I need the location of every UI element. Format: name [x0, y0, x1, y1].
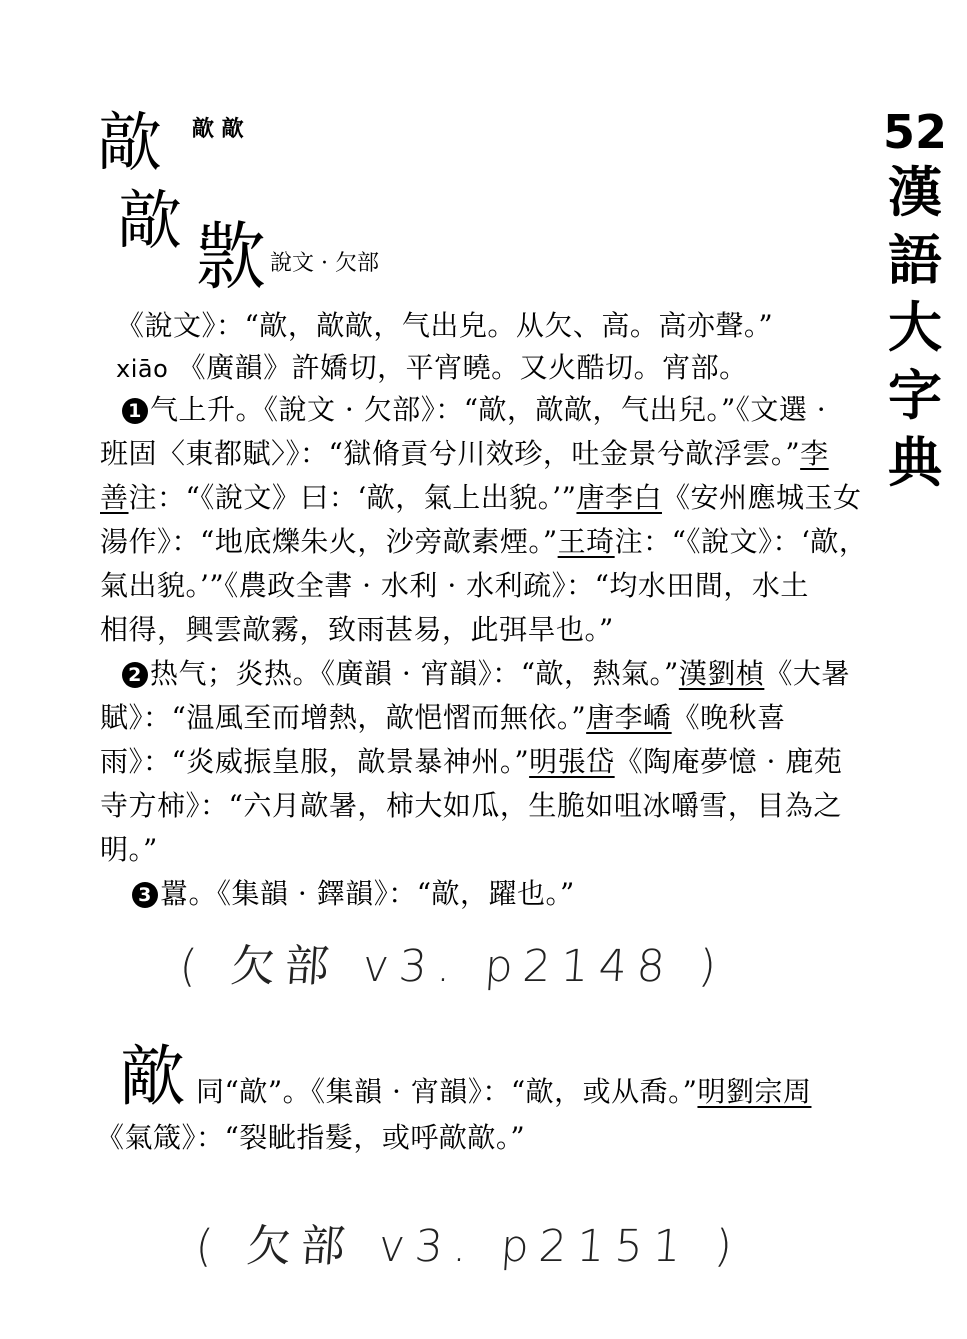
headword-variants: 歊 歊 — [192, 116, 244, 142]
entry-line-pronunciation — [116, 351, 748, 384]
sense-2-text: 《大暑 — [764, 657, 850, 690]
person-name: 明張岱 — [529, 745, 615, 778]
person-name: 唐李白 — [576, 481, 662, 514]
volume-number: 52 — [882, 105, 947, 159]
sense-1-text: 注：“《說文》：‘歊， — [614, 525, 868, 558]
headword-seal-left: 歊 — [118, 185, 182, 259]
dictionary-spine-title — [880, 105, 950, 497]
sense-1-line-1 — [122, 393, 827, 426]
spine-char-4: 字 — [888, 362, 942, 427]
handwritten-reference-2: ( 欠部 v3. p2151 ) — [193, 1221, 744, 1272]
pinyin: xiāo — [116, 355, 169, 383]
sense-2-line-2 — [100, 701, 786, 734]
person-name: 唐李嶠 — [586, 701, 672, 734]
headword-seal-script: 㱁 — [196, 213, 266, 301]
sense-2-line-3 — [100, 745, 843, 778]
sense-2-text: 賦》：“温風至而增熱，歊悒慴而無依。” — [100, 701, 587, 734]
sense-2-line-5: 明。” — [100, 833, 158, 866]
person-name: 王琦 — [557, 525, 615, 558]
sense-1-line-5: 氣出貌。’”《農政全書 · 水利 · 水利疏》：“均水田間，水土 — [100, 569, 809, 602]
person-name: 善 — [100, 481, 129, 514]
person-name: 漢劉楨 — [678, 657, 765, 690]
sense-2-line-1 — [122, 657, 850, 690]
sense-1-text: 班固〈東都賦〉》：“獄脩貢兮川效珍，吐金景兮歊浮雲。” — [100, 437, 801, 470]
sense-number-1: 1 — [122, 398, 148, 424]
sense-2-text: 《晚秋喜 — [671, 701, 786, 734]
sense-2-text: 《陶庵夢憶 · 鹿苑 — [614, 745, 843, 778]
person-name: 明劉宗周 — [697, 1075, 812, 1108]
sense-1-line-2 — [100, 437, 829, 470]
sense-2-line-4: 寺方柿》：“六月歊暑，柿大如瓜，生脆如咀冰嚼雪，目為之 — [100, 789, 842, 822]
entry-headword: 歊 — [98, 107, 162, 181]
entry-line-shuowen: 《說文》：“歊，歊歊，气出皃。从欠、高。高亦聲。” — [116, 309, 774, 342]
entry-2-text: 同“歊”。《集韻 · 宵韻》：“歊，或从喬。” — [196, 1075, 698, 1108]
sense-1-line-6: 相得，興雲歊霧，致雨甚易，此弭旱也。” — [100, 613, 614, 646]
spine-char-5: 典 — [888, 430, 942, 494]
sense-1-text: 注：“《說文》曰：‘歊，氣上出貌。’” — [128, 481, 577, 514]
entry-2-line-1 — [196, 1075, 812, 1108]
sense-1-text: 气上升。《說文 · 欠部》：“歊，歊歊，气出兒。”《文選 · — [150, 393, 827, 426]
fanqie: 《廣韻》許嬌切，平宵曉。又火酷切。宵部。 — [177, 351, 748, 384]
seal-source: 說文 · 欠部 — [270, 251, 379, 276]
sense-1-line-4 — [100, 525, 868, 558]
sense-1-text: 《安州應城玉女 — [661, 481, 862, 514]
sense-3-text: 囂。《集韻 · 鐸韻》：“歊，躍也。” — [160, 877, 575, 910]
sense-3-line-1 — [132, 877, 575, 910]
sense-2-text: 热气；炎热。《廣韻 · 宵韻》：“歊，熱氣。” — [150, 657, 679, 690]
spine-char-2: 語 — [888, 227, 942, 292]
handwritten-reference-1: ( 欠部 v3. p2148 ) — [177, 941, 728, 992]
spine-char-1: 漢 — [888, 160, 942, 224]
entry-2-headword: 歒 — [120, 1038, 186, 1115]
sense-1-text: 湯作》：“地底爍朱火，沙旁歊素煙。” — [100, 525, 558, 558]
entry-2-line-2: 《氣箴》：“裂眦指髮，或呼歊歊。” — [96, 1121, 526, 1154]
sense-number-3: 3 — [132, 882, 158, 908]
sense-number-2: 2 — [122, 662, 148, 688]
spine-char-3: 大 — [888, 295, 942, 359]
sense-2-text: 雨》：“炎威振皇服，歊景暴神州。” — [100, 745, 530, 778]
person-name: 李 — [800, 437, 829, 470]
sense-1-line-3 — [100, 481, 862, 514]
